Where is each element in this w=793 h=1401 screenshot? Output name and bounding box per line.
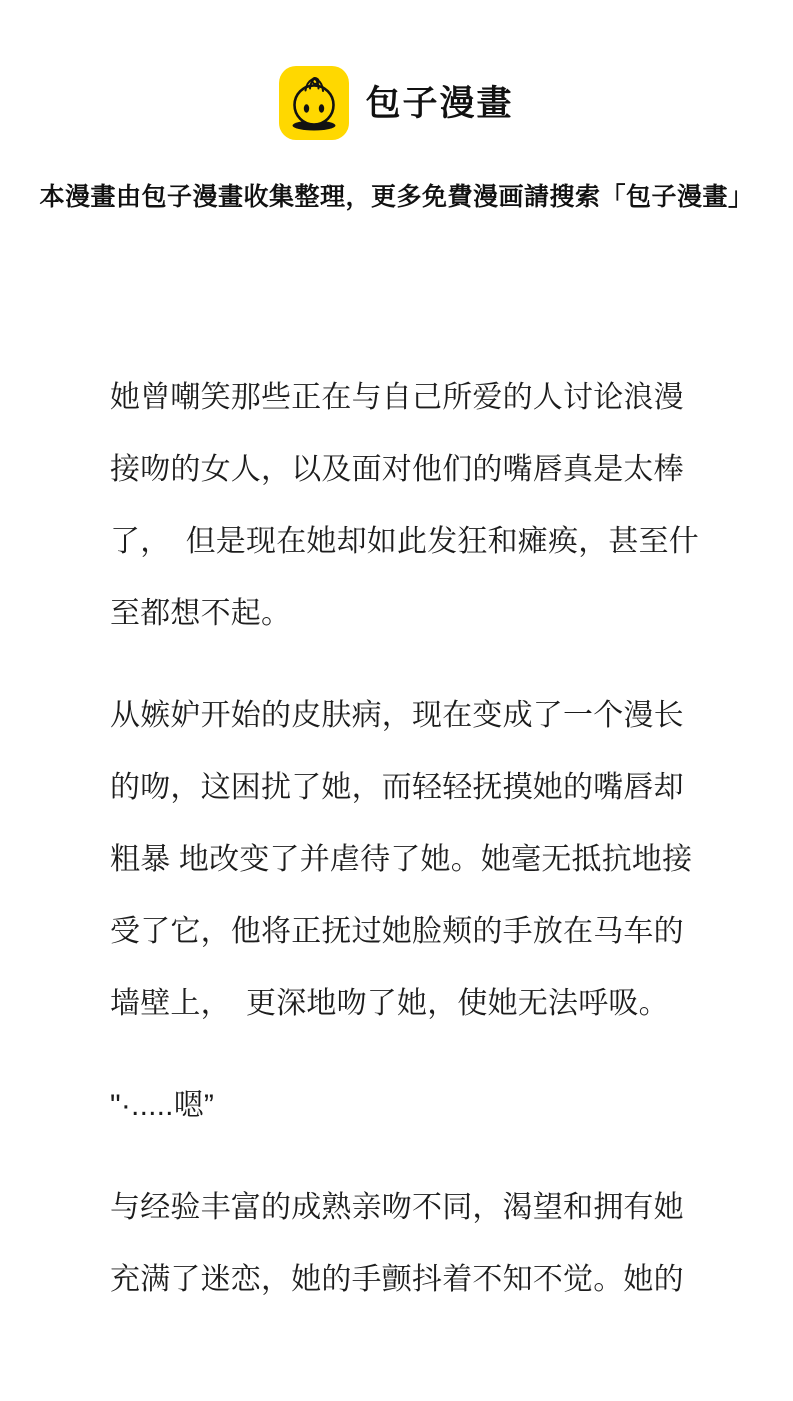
- text-line: 从嫉妒开始的皮肤病，现在变成了一个漫长: [110, 699, 684, 732]
- text-line: 她曾嘲笑那些正在与自己所爱的人讨论浪漫: [110, 381, 684, 414]
- text-line: 充满了迷恋，她的手颤抖着不知不觉。她的: [110, 1263, 684, 1296]
- text-line: 与经验丰富的成熟亲吻不同，渴望和拥有她: [110, 1191, 684, 1224]
- site-title: 包子漫畫: [365, 83, 514, 123]
- paragraph: [110, 680, 693, 1040]
- text-line: 接吻的女人，以及面对他们的嘴唇真是太棒: [110, 453, 684, 486]
- notice-text: 本漫畫由包子漫畫收集整理，更多免費漫画請搜索「包子漫畫」: [39, 183, 754, 211]
- text-line: 了， 但是现在她却如此发狂和瘫痪，甚至什: [110, 525, 699, 558]
- baozi-bun-icon: [279, 66, 349, 140]
- baozi-logo: [279, 66, 349, 140]
- text-line: 至都想不起。: [110, 597, 292, 630]
- paragraph: [110, 1172, 693, 1316]
- header: [0, 0, 793, 140]
- paragraph: [110, 362, 699, 650]
- text-line: 墙壁上， 更深地吻了她，使她无法呼吸。: [110, 987, 669, 1020]
- text-line: "·.....嗯”: [110, 1089, 215, 1122]
- text-line: 粗暴 地改变了并虐待了她。她毫无抵抗地接: [110, 843, 693, 876]
- text-line: 的吻，这困扰了她，而轻轻抚摸她的嘴唇却: [110, 771, 684, 804]
- paragraph: [110, 1070, 693, 1142]
- text-line: 受了它，他将正抚过她脸颊的手放在马车的: [110, 915, 684, 948]
- novel-text: [110, 362, 699, 1316]
